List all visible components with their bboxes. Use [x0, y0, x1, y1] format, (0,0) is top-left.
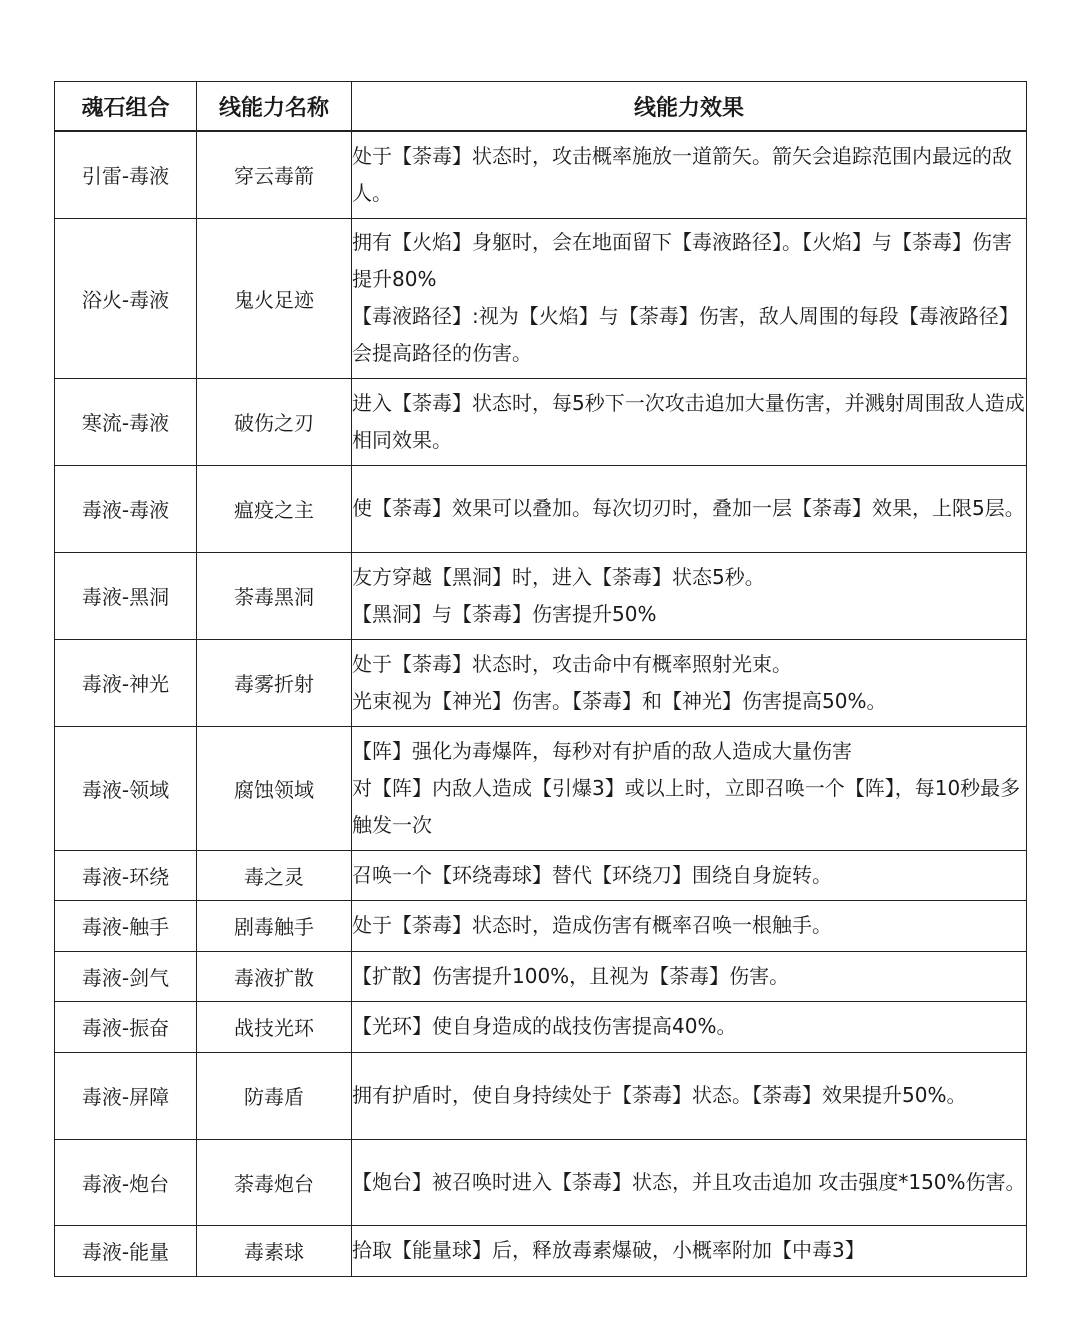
table-row	[55, 131, 1027, 218]
table-row	[55, 726, 1027, 850]
combo-cell: 毒液-黑洞	[55, 552, 197, 639]
table-row	[55, 218, 1027, 378]
effect-cell	[352, 1225, 1027, 1276]
ability-name-cell: 破伤之刃	[197, 378, 352, 465]
table-row	[55, 378, 1027, 465]
combo-cell: 毒液-毒液	[55, 465, 197, 552]
table-row	[55, 1139, 1027, 1225]
effect-line: 召唤一个【环绕毒球】替代【环绕刀】围绕自身旋转。	[352, 862, 832, 887]
ability-name-cell: 毒雾折射	[197, 639, 352, 726]
table-header-row	[55, 82, 1027, 132]
effect-cell	[352, 726, 1027, 850]
combo-cell: 寒流-毒液	[55, 378, 197, 465]
header-ability-name: 线能力名称	[197, 82, 352, 132]
effect-line: 【扩散】伤害提升100%，且视为【荼毒】伤害。	[352, 963, 790, 988]
table-row	[55, 465, 1027, 552]
effect-cell	[352, 951, 1027, 1001]
effect-line: 处于【荼毒】状态时，攻击命中有概率照射光束。	[352, 651, 792, 676]
table-row	[55, 951, 1027, 1001]
effect-line: 对【阵】内敌人造成【引爆3】或以上时，立即召唤一个【阵】，每10秒最多触发一次	[352, 775, 1021, 837]
ability-name-cell: 剧毒触手	[197, 900, 352, 951]
effect-line: 光束视为【神光】伤害。【荼毒】和【神光】伤害提高50%。	[352, 688, 887, 713]
effect-cell	[352, 1139, 1027, 1225]
header-combo: 魂石组合	[55, 82, 197, 132]
table-row	[55, 850, 1027, 900]
effect-cell	[352, 1052, 1027, 1139]
effect-line: 使【荼毒】效果可以叠加。每次切刃时，叠加一层【荼毒】效果，上限5层。	[352, 496, 1025, 520]
ability-table	[54, 81, 1027, 1277]
combo-cell: 毒液-炮台	[55, 1139, 197, 1225]
combo-cell: 毒液-剑气	[55, 951, 197, 1001]
table-row	[55, 639, 1027, 726]
effect-line: 进入【荼毒】状态时，每5秒下一次攻击追加大量伤害，并溅射周围敌人造成相同效果。	[352, 390, 1025, 452]
effect-cell	[352, 131, 1027, 218]
effect-cell	[352, 552, 1027, 639]
combo-cell: 毒液-能量	[55, 1225, 197, 1276]
table-row	[55, 552, 1027, 639]
effect-cell	[352, 850, 1027, 900]
ability-name-cell: 荼毒炮台	[197, 1139, 352, 1225]
combo-cell: 毒液-振奋	[55, 1001, 197, 1052]
ability-name-cell: 毒素球	[197, 1225, 352, 1276]
combo-cell: 毒液-屏障	[55, 1052, 197, 1139]
effect-line: 处于【荼毒】状态时，造成伤害有概率召唤一根触手。	[352, 913, 832, 937]
ability-name-cell: 腐蚀领域	[197, 726, 352, 850]
table-row	[55, 1225, 1027, 1276]
effect-line: 【光环】使自身造成的战技伤害提高40%。	[352, 1014, 737, 1038]
combo-cell: 浴火-毒液	[55, 218, 197, 378]
effect-line: 【阵】强化为毒爆阵，每秒对有护盾的敌人造成大量伤害	[352, 738, 852, 763]
effect-line: 【炮台】被召唤时进入【荼毒】状态，并且攻击追加 攻击强度*150%伤害。	[352, 1169, 1026, 1194]
table-row	[55, 1001, 1027, 1052]
table-row	[55, 1052, 1027, 1139]
effect-line: 处于【荼毒】状态时，攻击概率施放一道箭矢。箭矢会追踪范围内最远的敌人。	[352, 143, 1012, 205]
combo-cell: 引雷-毒液	[55, 131, 197, 218]
ability-name-cell: 荼毒黑洞	[197, 552, 352, 639]
effect-line: 【毒液路径】:视为【火焰】与【荼毒】伤害，敌人周围的每段【毒液路径】会提高路径的伤害。	[352, 304, 1019, 365]
combo-cell: 毒液-环绕	[55, 850, 197, 900]
effect-cell	[352, 639, 1027, 726]
ability-name-cell: 穿云毒箭	[197, 131, 352, 218]
effect-cell	[352, 900, 1027, 951]
ability-name-cell: 鬼火足迹	[197, 218, 352, 378]
combo-cell: 毒液-领域	[55, 726, 197, 850]
header-ability-effect: 线能力效果	[352, 82, 1027, 132]
table-row	[55, 900, 1027, 951]
effect-line: 拥有护盾时，使自身持续处于【荼毒】状态。【荼毒】效果提升50%。	[352, 1083, 967, 1107]
effect-cell	[352, 218, 1027, 378]
combo-cell: 毒液-触手	[55, 900, 197, 951]
ability-name-cell: 毒液扩散	[197, 951, 352, 1001]
effect-cell	[352, 465, 1027, 552]
effect-cell	[352, 378, 1027, 465]
ability-name-cell: 瘟疫之主	[197, 465, 352, 552]
effect-line: 拥有【火焰】身躯时，会在地面留下【毒液路径】。【火焰】与【荼毒】伤害提升80%	[352, 230, 1012, 291]
ability-name-cell: 毒之灵	[197, 850, 352, 900]
effect-line: 拾取【能量球】后，释放毒素爆破，小概率附加【中毒3】	[352, 1238, 865, 1262]
ability-name-cell: 战技光环	[197, 1001, 352, 1052]
ability-name-cell: 防毒盾	[197, 1052, 352, 1139]
effect-cell	[352, 1001, 1027, 1052]
combo-cell: 毒液-神光	[55, 639, 197, 726]
effect-line: 友方穿越【黑洞】时，进入【荼毒】状态5秒。	[352, 564, 765, 589]
effect-line: 【黑洞】与【荼毒】伤害提升50%	[352, 601, 657, 626]
